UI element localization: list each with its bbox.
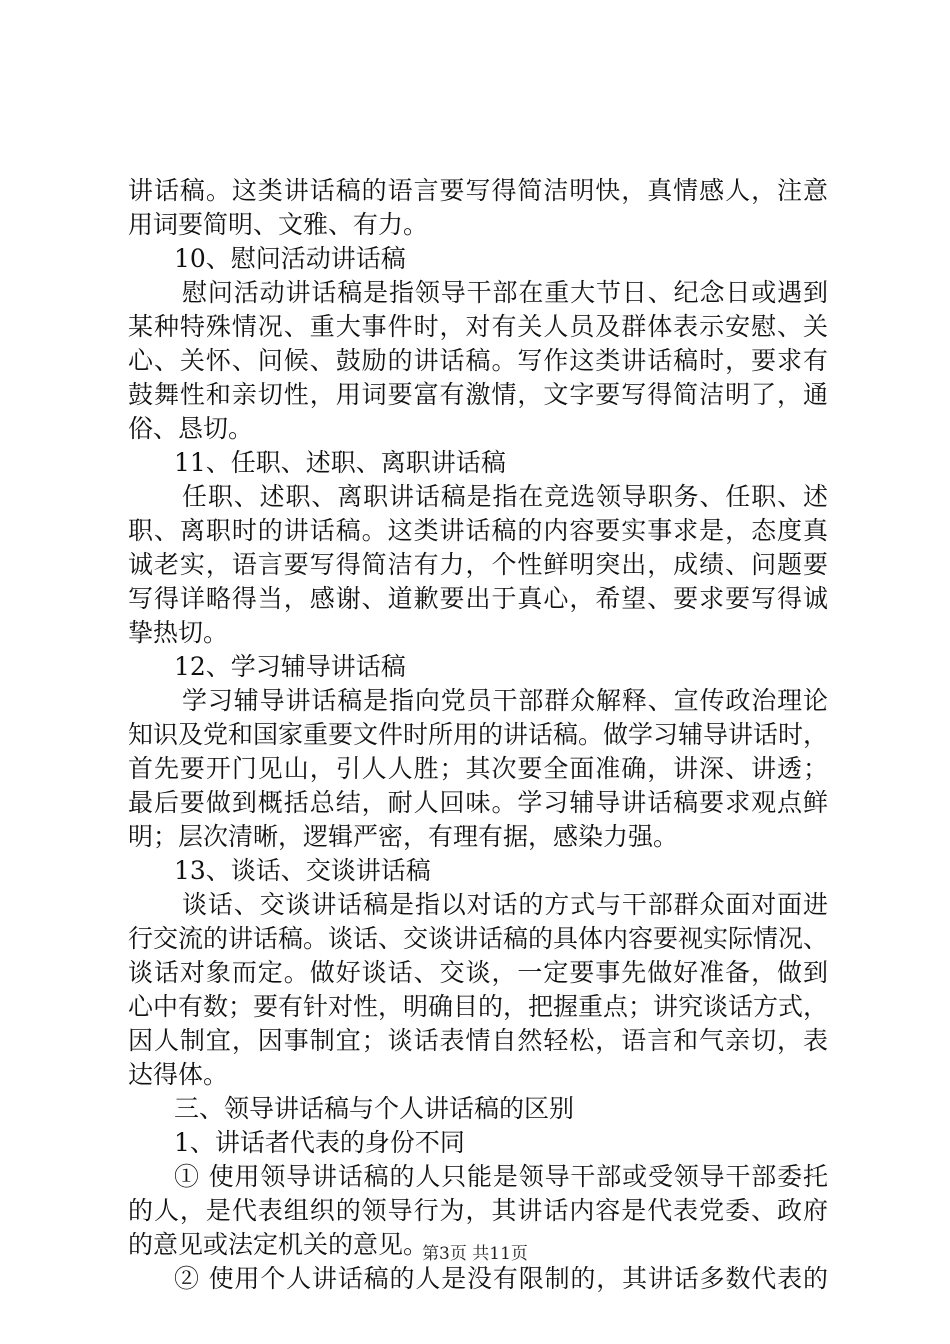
body-text [128, 174, 828, 1296]
text-line: 俗、恳切。 [128, 414, 254, 443]
text-line: 因人制宜，因事制宜；谈话表情自然轻松，语言和气亲切，表 [128, 1026, 828, 1055]
text-line: ② 使用个人讲话稿的人是没有限制的，其讲话多数代表的 [174, 1264, 828, 1293]
text-line: 任职、述职、离职讲话稿是指在竞选领导职务、任职、述 [182, 482, 828, 511]
text-line: 某种特殊情况、重大事件时，对有关人员及群体表示安慰、关 [128, 312, 828, 341]
text-line: 行交流的讲话稿。谈话、交谈讲话稿的具体内容要视实际情况、 [128, 924, 829, 953]
text-line: 职、离职时的讲话稿。这类讲话稿的内容要实事求是，态度真 [128, 516, 828, 545]
text-line: 鼓舞性和亲切性，用词要富有激情，文字要写得简洁明了，通 [128, 380, 828, 409]
text-line: 心中有数；要有针对性，明确目的，把握重点；讲究谈话方式， [128, 992, 829, 1021]
text-line: 首先要开门见山，引人人胜；其次要全面准确，讲深、讲透； [128, 754, 828, 783]
text-line: 1、讲话者代表的身份不同 [174, 1128, 465, 1157]
text-line: 知识及党和国家重要文件时所用的讲话稿。做学习辅导讲话时， [128, 720, 829, 749]
text-line: 谈话、交谈讲话稿是指以对话的方式与干部群众面对面进 [182, 890, 828, 919]
page-footer: 第3页 共11页 [422, 1244, 528, 1264]
text-line: 13、谈话、交谈讲话稿 [174, 856, 431, 885]
text-line: 10、慰问活动讲话稿 [174, 244, 406, 273]
text-line: 讲话稿。这类讲话稿的语言要写得简洁明快，真情感人，注意 [128, 176, 828, 205]
text-line: 明；层次清晰，逻辑严密，有理有据，感染力强。 [128, 822, 679, 851]
text-line: 学习辅导讲话稿是指向党员干部群众解释、宣传政治理论 [182, 686, 828, 715]
text-line: 挚热切。 [128, 618, 229, 647]
text-line: 最后要做到概括总结，耐人回味。学习辅导讲话稿要求观点鲜 [128, 788, 828, 817]
text-line: 心、关怀、问候、鼓励的讲话稿。写作这类讲话稿时，要求有 [128, 346, 828, 375]
text-line: 谈话对象而定。做好谈话、交谈，一定要事先做好准备，做到 [128, 958, 828, 987]
text-line: 用词要简明、文雅、有力。 [128, 210, 429, 239]
text-line: ① 使用领导讲话稿的人只能是领导干部或受领导干部委托 [174, 1162, 828, 1191]
text-line: 达得体。 [128, 1060, 229, 1089]
text-line: 诚老实，语言要写得简洁有力，个性鲜明突出，成绩、问题要 [128, 550, 828, 579]
text-line: 12、学习辅导讲话稿 [174, 652, 406, 681]
text-line: 11、任职、述职、离职讲话稿 [174, 448, 506, 477]
text-line: 慰问活动讲话稿是指领导干部在重大节日、纪念日或遇到 [182, 278, 828, 307]
text-line: 三、领导讲话稿与个人讲话稿的区别 [174, 1094, 575, 1123]
text-line: 写得详略得当，感谢、道歉要出于真心，希望、要求要写得诚 [128, 584, 828, 613]
text-line: 的意见或法定机关的意见。 [128, 1230, 429, 1259]
text-line: 的人，是代表组织的领导行为，其讲话内容是代表党委、政府 [128, 1196, 828, 1225]
